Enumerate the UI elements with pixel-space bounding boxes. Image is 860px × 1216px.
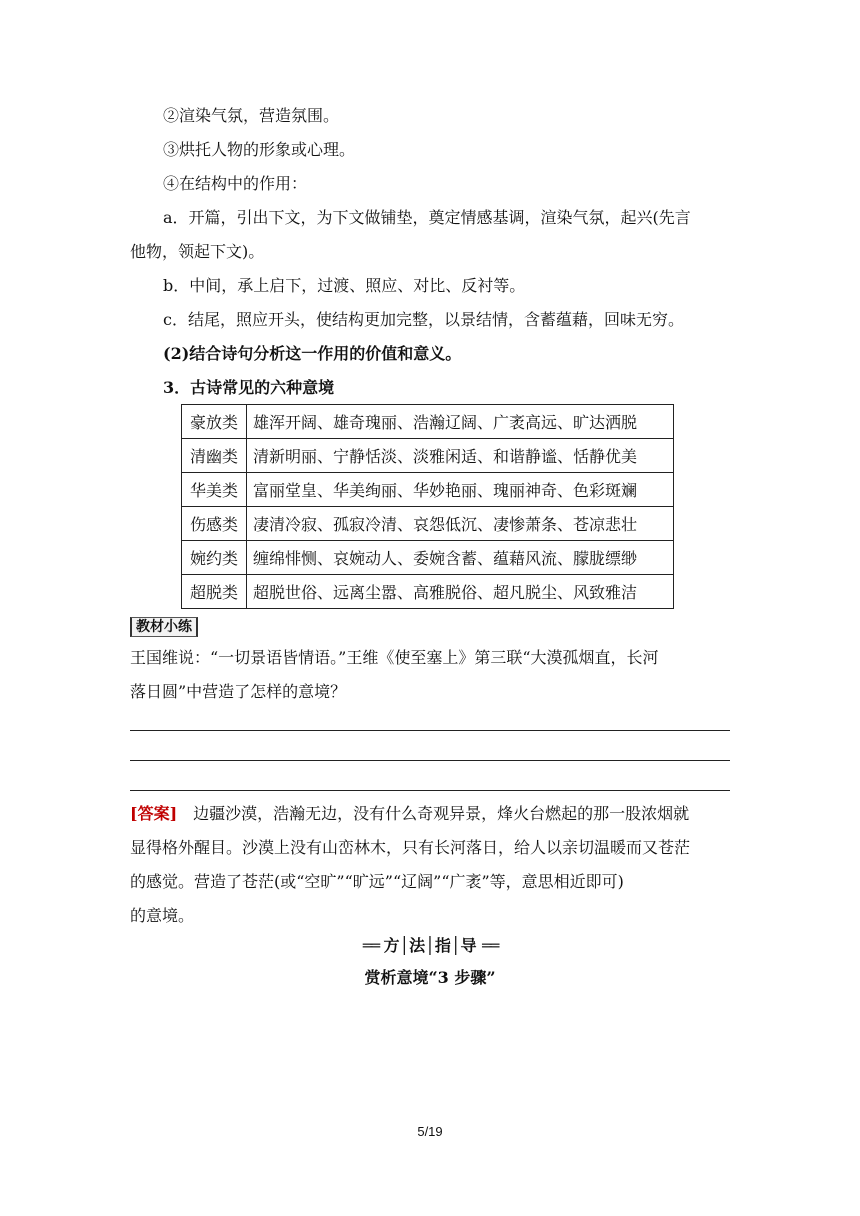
exercise-question-line-2: 落日圆”中营造了怎样的意境？ — [130, 682, 347, 701]
item-b-text: b．中间，承上启下，过渡、照应、对比、反衬等。 — [163, 276, 526, 295]
answer-line-3: 的感觉。营造了苍茫(或“空旷”“旷远”“辽阔”“广袤”等，意思相近即可) — [130, 872, 624, 891]
imagery-table — [181, 404, 674, 609]
table-row — [182, 439, 674, 473]
table-row — [182, 541, 674, 575]
words-cell: 雄浑开阔、雄奇瑰丽、浩瀚辽阔、广袤高远、旷达洒脱 — [247, 405, 674, 439]
method-guide-heading — [0, 934, 860, 958]
answer-line-2: 显得格外醒目。沙漠上没有山峦林木，只有长河落日，给人以亲切温暖而又苍茫 — [130, 838, 691, 857]
point-2-text: (2)结合诗句分析这一作用的价值和意义。 — [163, 344, 462, 363]
category-cell: 超脱类 — [182, 575, 247, 609]
answer-label: [答案] — [130, 804, 178, 823]
heading-left-rule: ══ — [362, 936, 378, 955]
answer-text: 边疆沙漠，浩瀚无边，没有什么奇观异景，烽火台燃起的那一股浓烟就 — [193, 804, 690, 823]
item-3-text: ③烘托人物的形象或心理。 — [163, 140, 356, 159]
answer-blank-line — [130, 790, 730, 791]
table-row — [182, 473, 674, 507]
answer-line-4: 的意境。 — [130, 906, 195, 925]
item-a-line-2: 他物，领起下文)。 — [130, 242, 265, 261]
section-3-title: 3．古诗常见的六种意境 — [163, 378, 335, 397]
answer-line-1 — [130, 803, 689, 825]
exercise-tag: 教材小练 — [130, 617, 198, 637]
table-row — [182, 405, 674, 439]
words-cell: 凄清冷寂、孤寂冷清、哀怨低沉、凄惨萧条、苍凉悲壮 — [247, 507, 674, 541]
category-cell: 婉约类 — [182, 541, 247, 575]
item-a-line-1: a．开篇，引出下文，为下文做铺垫，奠定情感基调，渲染气氛，起兴(先言 — [163, 208, 691, 227]
item-4-text: ④在结构中的作用： — [163, 174, 308, 193]
words-cell: 富丽堂皇、华美绚丽、华妙艳丽、瑰丽神奇、色彩斑斓 — [247, 473, 674, 507]
page-number: 5/19 — [417, 1124, 443, 1139]
words-cell: 超脱世俗、远离尘嚣、高雅脱俗、超凡脱尘、风致雅洁 — [247, 575, 674, 609]
category-cell: 清幽类 — [182, 439, 247, 473]
table-row — [182, 575, 674, 609]
method-subtitle: 赏析意境“3 步骤” — [364, 968, 496, 987]
exercise-question-line-1: 王国维说：“一切景语皆情语。”王维《使至塞上》第三联“大漠孤烟直，长河 — [130, 648, 659, 667]
answer-blank-line — [130, 730, 730, 731]
category-cell: 华美类 — [182, 473, 247, 507]
heading-right-rule: ══ — [482, 936, 498, 955]
category-cell: 伤感类 — [182, 507, 247, 541]
item-c-text: c．结尾，照应开头，使结构更加完整，以景结情，含蓄蕴藉，回味无穷。 — [163, 310, 684, 329]
words-cell: 缠绵悱恻、哀婉动人、委婉含蓄、蕴藉风流、朦胧缥缈 — [247, 541, 674, 575]
method-guide-title: 方│法│指│导 — [383, 936, 477, 955]
table-row — [182, 507, 674, 541]
item-2-text: ②渲染气氛，营造氛围。 — [163, 106, 340, 125]
words-cell: 清新明丽、宁静恬淡、淡雅闲适、和谐静谧、恬静优美 — [247, 439, 674, 473]
category-cell: 豪放类 — [182, 405, 247, 439]
answer-blank-line — [130, 760, 730, 761]
